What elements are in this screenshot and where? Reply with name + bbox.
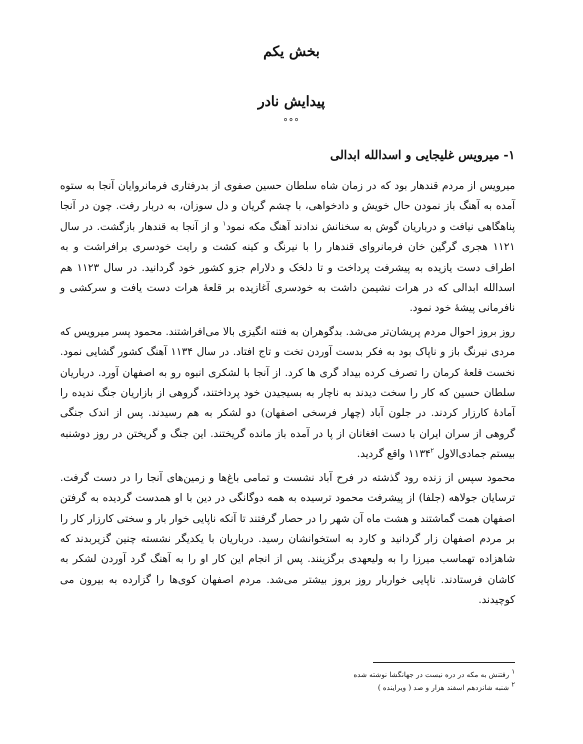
body-text xyxy=(60,176,515,614)
footnote-1-text: رفتنش به مکه در دره نیست در جهانگشا نوشته شده xyxy=(353,670,510,679)
part-title: بخش یکم xyxy=(263,44,320,60)
paragraph-1-text-a: میرویس از مردم قندهار بود که در زمان شاه سلطان حسین صفوی از بدرفتاری فرمانروایان آنجا به ستوه آمده به آهنگ باز نمودن حال خویش و دادخواهی، با چشم گریان و دل سوزان، به دربار رفت. چون در آنجا پناهگاهی نیافت و درباریان گوش به سخنانش ندادند آهنگ مکه نمود xyxy=(60,180,515,233)
footnote-1-marker: ۱ xyxy=(511,667,515,676)
footnote-2-text: شنبه شانزدهم اسفند هزار و صد ( ویراینده ) xyxy=(377,683,510,692)
ornament-separator: °°° xyxy=(283,118,300,128)
footnote-ref-2: ۲ xyxy=(430,446,435,455)
paragraph-1 xyxy=(60,176,515,319)
section-heading: ۱- میرویس غلیجایی و اسدالله ابدالی xyxy=(330,148,515,162)
paragraph-3: محمود سپس از زنده رود گذشته در فرح آباد نشست و تمامی باغ‌ها و زمین‌های آنجا را در دست گرفت. ترسایان جولاهه (جلفا) از پیشرفت محمود ترسیده به همه دوگانگی در دین با او همدست گردیده به گرفتن اصفهان همت گماشتند و هشت ماه آن شهر را در حصار گرفتند تا آنکه ناپایی خوار بار و سختی کارزار کار را بر مردم اصفهان زار گردانید و کارد به استخوانشان رسید. درباریان با یکدیگر نشسته چنین گزیربدند که شاهزاده تهماسب میرزا را به ولیعهدی برگزینند. پس از انجام این کار او را به آهنگ گرد آوردن لشکر به کاشان فرستادند. ناپایی خواربار روز بروز بیشتر می‌شد. مردم اصفهان کوی‌ها را گزارده به بیرون می کوچیدند. xyxy=(60,471,515,607)
paragraph-1-text-b: و از آنجا به قندهار بازگشت. در سال ۱۱۲۱ هجری گرگین خان فرمانروای قندهار را با نیرنگ و کینه کشت و رایت خودسری برافراشت و به اطراف دست یازیده به پیشرفت پرداخت و تا دلخک و دلارام جزو کشور خود گردانید. در سال ۱۱۲۳ هم اسدالله ابدالی که در هرات نشیمن داشت به خودسری آغازیده بر قلعهٔ هرات دست یافت و سرکشی و نافرمانی پیشهٔ خود نمود. xyxy=(60,220,515,315)
footnote-2 xyxy=(60,681,515,694)
footnote-1 xyxy=(60,668,515,681)
paragraph-2-text-a: روز بروز احوال مردم پریشان‌تر می‌شد. بدگوهران به فتنه انگیزی بالا می‌افراشتند. محمود پسر میرویس که مردی نیرنگ باز و ناپاک بود به فکر بدست آوردن تخت و تاج افتاد. در سال ۱۱۳۴ آهنگ کشور گشایی نمود. نخست قلعهٔ کرمان را تصرف کرده بیداد گری ها کرد. از آنجا با لشکری انبوه رو به اصفهان آورد. درباریان سلطان حسین که کار را سخت دیدند به ناچار به بسیجیدن خود پرداختند، گروهی از بازاریان جنگ ندیده را آمادهٔ کارزار کردند. در جلون آباد (چهار فرسخی اصفهان) دو لشکر به هم رسیدند. پس از اندک جنگی گروهی از سران ایران با دست افغانان از پا در آمده باز مانده گریختند. این جنگ و گریختن در روز دوشنبه بیستم جمادی‌الاول ۱۱۳۴ xyxy=(60,325,515,461)
footnotes xyxy=(60,668,515,694)
footnote-ref-1: ۱ xyxy=(222,219,227,228)
paragraph-2 xyxy=(60,322,515,465)
chapter-title: پیدایش نادر xyxy=(257,94,326,110)
footnote-divider xyxy=(373,662,515,663)
paragraph-2-text-b: واقع گردید. xyxy=(356,448,409,461)
footnote-2-marker: ۲ xyxy=(511,680,515,689)
